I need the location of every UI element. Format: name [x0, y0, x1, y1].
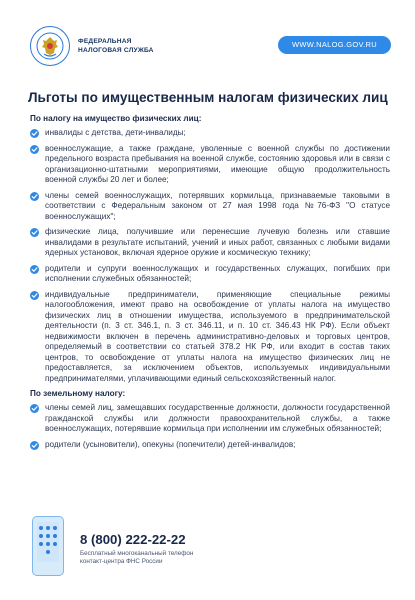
keypad-dot — [39, 534, 43, 538]
list-item-text: военнослужащие, а также граждане, уволенные с военной службы по достижении предельного возраста пребывания на военной службе, состоянию здоровья или в связи с организационно-штатными мероприятиями, имеющие общую продолжительность военной службы 20 лет и более; — [45, 143, 390, 184]
phone-keypad-icon — [32, 516, 64, 576]
keypad-dot — [46, 542, 50, 546]
section-title-land-tax: По земельному налогу: — [30, 389, 126, 398]
hotline-caption-line-1: Бесплатный многоканальный телефон — [80, 550, 194, 557]
list-item-text: члены семей военнослужащих, потерявших кормильца, признаваемые таковыми в соответствии с Федеральным законом от 27 мая 1998 года №76-ФЗ "О статусе военнослужащих"; — [45, 190, 390, 221]
list-item — [30, 128, 390, 139]
logo-text — [78, 37, 154, 55]
checkmark-circle-icon — [30, 192, 39, 201]
keypad-dot — [46, 526, 50, 530]
contact-footer — [30, 516, 390, 586]
keypad-dot — [53, 534, 57, 538]
list-item — [30, 440, 390, 451]
section-title-property-tax: По налогу на имущество физических лиц: — [30, 114, 202, 123]
phone-screen — [37, 522, 59, 562]
page-title: Льготы по имущественным налогам физических лиц — [28, 90, 388, 105]
fns-emblem-icon — [30, 26, 70, 66]
checkmark-circle-icon — [30, 291, 39, 300]
benefits-content — [30, 114, 390, 455]
keypad-dot — [39, 542, 43, 546]
list-item — [30, 144, 390, 186]
fns-logo[interactable] — [30, 26, 154, 66]
website-link[interactable]: WWW.NALOG.GOV.RU — [278, 36, 391, 54]
keypad-dot — [53, 526, 57, 530]
keypad-dot — [46, 550, 50, 554]
list-item-text: индивидуальные предприниматели, применяющие специальные режимы налогообложения, имеют право на освобождение от уплаты налога на имущество физических лиц в отношении имущества, используемого в предпринимательской деятельности (п. 3 ст. 346.1, п. 3 ст. 346.11, и п. 10 ст. 346.43 НК РФ). Если объект недвижимости включен в перечень административно-деловых и торговых центров, определяемый в соответствии со статьей 378.2 НК РФ, или входит в состав таких центров, то освобождение от уплаты налога на имущество физических лиц не предоставляется, за исключением объектов, используемых индивидуальными предпринимателями, уплачивающими единый сельскохозяйственный налог. — [45, 289, 390, 383]
keypad-dot — [46, 534, 50, 538]
list-item — [30, 403, 390, 435]
list-item-text: родители и супруги военнослужащих и государственных служащих, погибших при исполнении служебных обязанностей; — [45, 263, 390, 283]
logo-line-2: НАЛОГОВАЯ СЛУЖБА — [78, 47, 154, 54]
list-item — [30, 290, 390, 385]
list-item — [30, 227, 390, 259]
list-item-text: родители (усыновители), опекуны (попечители) детей-инвалидов; — [45, 439, 296, 449]
list-item-text: члены семей лиц, замещавших государственные должности, должности государственной гражданской службы или должности правоохранительной службы, а также военнослужащих, потерявшие кормильца при исполнении им служебных обязанностей; — [45, 403, 390, 433]
logo-line-1: ФЕДЕРАЛЬНАЯ — [78, 38, 132, 45]
keypad-dot — [39, 526, 43, 530]
list-item-text: инвалиды с детства, дети-инвалиды; — [45, 128, 186, 137]
checkmark-circle-icon — [30, 228, 39, 237]
checkmark-circle-icon — [30, 129, 39, 138]
list-item — [30, 191, 390, 223]
list-item-text: физические лица, получившие или перенесшие лучевую болезнь или ставшие инвалидами в результате испытаний, учений и иных работ, связанных с любыми видами ядерных установок, включая ядерное оружие и космическую технику; — [45, 227, 390, 257]
keypad-dot — [53, 542, 57, 546]
hotline-caption-line-2: контакт-центра ФНС России — [80, 558, 163, 565]
list-item — [30, 264, 390, 285]
checkmark-circle-icon — [30, 441, 39, 450]
hotline-phone-number[interactable]: 8 (800) 222-22-22 — [80, 532, 186, 547]
page-header — [0, 0, 415, 80]
checkmark-circle-icon — [30, 404, 39, 413]
checkmark-circle-icon — [30, 265, 39, 274]
checkmark-circle-icon — [30, 145, 39, 154]
hotline-caption — [80, 550, 193, 566]
